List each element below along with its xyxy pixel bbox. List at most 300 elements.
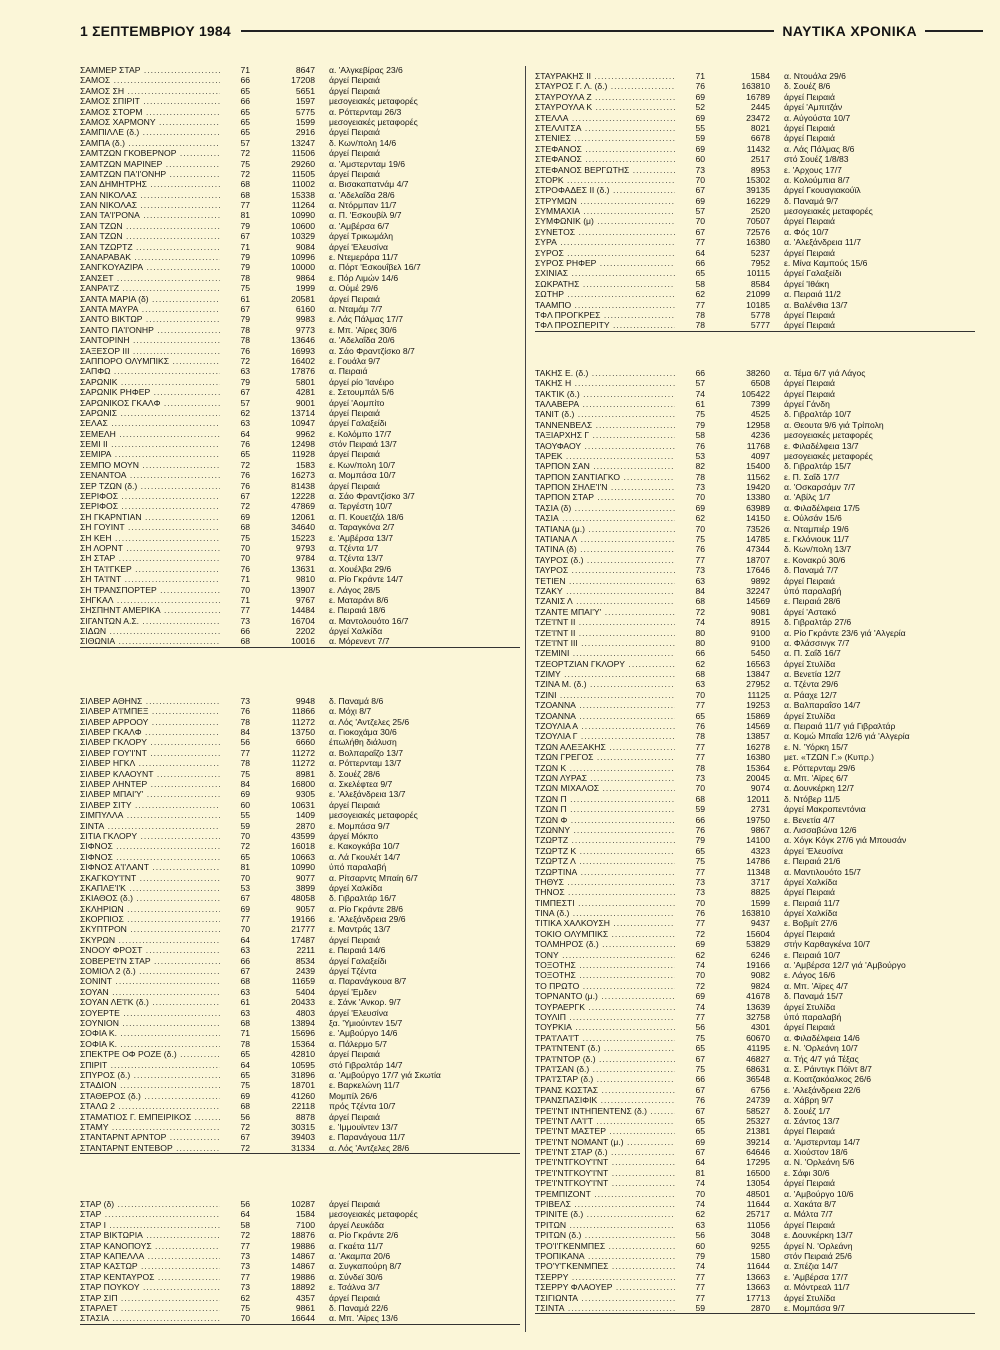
ship-name: ΤΑΛΑΒΕΡΑ .....	[535, 399, 675, 409]
build-year: 71	[240, 241, 250, 252]
ship-row	[535, 1199, 975, 1209]
ship-row	[80, 737, 520, 747]
build-year: 73	[240, 1282, 250, 1293]
ship-position: α. Δουνκέρκη 12/7	[784, 783, 854, 794]
ship-name: ΣΑΜΟΣ .....	[80, 75, 220, 85]
build-year: 59	[695, 133, 705, 144]
build-year: 65	[695, 1043, 705, 1054]
tonnage: 5237	[750, 247, 770, 258]
ship-name: ΤΑΚΤΙΚ (δ.) .....	[535, 389, 675, 399]
ship-name: ΣΤΕΦΑΝΟΣ .....	[535, 144, 675, 154]
ship-row	[535, 1230, 975, 1240]
ship-position: άργεί 'Ελευσίνα	[784, 845, 843, 856]
ship-position: α. Φιλαδέλφεια 17/5	[784, 502, 860, 513]
build-year: 66	[695, 814, 705, 825]
ship-position: ε. Πειραιά 11/7	[784, 897, 840, 908]
ship-position: α. Ρίο Γκράντε 14/7	[329, 574, 404, 585]
build-year: 58	[695, 278, 705, 289]
ship-name: ΣΑΡΩΝΙΚΟΣ ΓΚΑΛΦ .....	[80, 398, 220, 408]
ship-name: ΤΖΩΝ Π .....	[535, 794, 675, 804]
build-year: 63	[695, 679, 705, 690]
ship-name: ΣΗ ΓΟΥΙΝΤ .....	[80, 522, 220, 532]
ship-name: ΤΣΙΓΙΩΝΤΑ .....	[535, 1293, 675, 1303]
build-year: 72	[240, 148, 250, 159]
tonnage: 9867	[750, 824, 770, 835]
build-year: 65	[240, 106, 250, 117]
ship-name: ΤΖΩΝ ΑΛΕΞΑΚΗΣ .....	[535, 742, 675, 752]
tonnage: 3717	[750, 876, 770, 887]
tonnage: 58527	[746, 1105, 770, 1116]
ship-row	[80, 65, 520, 75]
ship-name: ΤΑΚΗΣ Ε. (δ.) .....	[535, 368, 675, 378]
tonnage: 11272	[291, 758, 315, 769]
ship-position: α. Λισσαβώνα 12/6	[784, 824, 857, 835]
tonnage: 9962	[295, 428, 315, 439]
build-year: 58	[240, 1219, 250, 1230]
build-year: 52	[695, 102, 705, 113]
ship-row	[80, 1070, 520, 1080]
ship-row	[535, 898, 975, 908]
ship-position: άργεί Στυλίδα	[784, 710, 836, 721]
tonnage: 64646	[746, 1147, 770, 1158]
ship-row	[80, 758, 520, 768]
tonnage: 12011	[746, 793, 770, 804]
ship-position: άργεί Πειραιά	[784, 928, 835, 939]
ship-name: ΣΕΝΑΝΤΟΑ .....	[80, 470, 220, 480]
tonnage: 53829	[746, 939, 770, 950]
tonnage: 41260	[291, 1090, 315, 1101]
ship-row	[80, 356, 520, 366]
tonnage: 10016	[291, 636, 315, 647]
tonnage: 2916	[295, 127, 315, 138]
ship-row	[80, 460, 520, 470]
ship-position: ε. Μομπάσα 9/7	[329, 820, 390, 831]
ship-name: ΣΚΑΓΚΟΥ'Ι'ΝΤ .....	[80, 873, 220, 883]
tonnage: 10663	[291, 851, 315, 862]
ship-position: άργεί 'Ιθάκη	[784, 278, 830, 289]
tonnage: 9793	[295, 542, 315, 553]
ship-position: α. 'Αμβούργο 10/6	[784, 1188, 854, 1199]
ship-position: ε. Μίνα Καμπούς 15/6	[784, 258, 868, 269]
ship-row	[80, 831, 520, 841]
ship-name: ΣΥΜΦΩΝΙΚ (μ) .....	[535, 216, 675, 226]
ship-position: α. Π. Κουετζάλ 18/6	[329, 511, 404, 522]
ship-position: α. Χιούστον 18/6	[784, 1147, 848, 1158]
tonnage: 17876	[291, 366, 315, 377]
ship-position: έπωλήθη διάλυση	[329, 737, 397, 748]
tonnage: 7952	[750, 258, 770, 269]
ship-name: ΣΑΝΤΟΡΙΝΗ .....	[80, 335, 220, 345]
ship-position: άργεί 'Εμδεν	[329, 986, 377, 997]
ship-row	[80, 1112, 520, 1122]
tonnage: 19166	[291, 914, 315, 925]
tonnage: 14569	[746, 596, 770, 607]
ship-name: ΣΑΝ ΤΑ'Ι'ΡΟΝΑ .....	[80, 210, 220, 220]
ship-row	[535, 1085, 975, 1095]
ship-position: άργεί Πειραιά	[784, 216, 835, 227]
tonnage: 6756	[750, 1084, 770, 1095]
ship-row	[535, 248, 975, 258]
ship-row	[535, 596, 975, 606]
ship-position: α. Ρίτσαρντς Μπαίη 6/7	[329, 872, 418, 883]
build-year: 56	[240, 737, 250, 748]
build-year: 72	[695, 606, 705, 617]
ship-position: α. Ράαχε 12/7	[784, 689, 837, 700]
ship-position: α. Τεργέστη 10/7	[329, 501, 393, 512]
ship-row	[535, 887, 975, 897]
ship-position: άργεί ρίο 'Ιανέιρο	[329, 376, 394, 387]
ship-position: α. Σ. Ράιντιγκ Πόϊντ 8/7	[784, 1063, 872, 1074]
tonnage: 9767	[295, 594, 315, 605]
ship-position: α. Λός 'Αντζελες 25/6	[329, 716, 410, 727]
ship-name: ΤΖΕ'Ι'ΝΤ ΙΙ .....	[535, 617, 675, 627]
ship-row	[535, 133, 975, 143]
build-year: 68	[240, 636, 250, 647]
tonnage: 13631	[291, 563, 315, 574]
tonnage: 2439	[295, 966, 315, 977]
ship-row	[80, 748, 520, 758]
tonnage: 163810	[741, 81, 770, 92]
tonnage: 47869	[291, 501, 315, 512]
ship-row	[535, 92, 975, 102]
build-year: 66	[240, 626, 250, 637]
ship-row	[535, 918, 975, 928]
tonnage: 13054	[746, 1178, 770, 1189]
ship-position: α. Χακάτα 8/7	[784, 1199, 837, 1210]
ship-name: ΣΑΜΤΖΩΝ ΓΚΟΒΕΡΝΟΡ .....	[80, 148, 220, 158]
build-year: 56	[240, 1111, 250, 1122]
tonnage: 19750	[746, 814, 770, 825]
ship-position: α. Ντόρμπαν 11/7	[329, 200, 397, 211]
ship-row	[80, 429, 520, 439]
build-year: 62	[695, 1209, 705, 1220]
ship-position: α. Ρίο Γκράντε 2/6	[329, 1230, 399, 1241]
ship-name: ΤΡΕ'Ι'ΝΤ ΜΑΣΤΕΡ .....	[535, 1126, 675, 1136]
ship-name: ΤΡΕΜΠΙΖΟΝΤ .....	[535, 1189, 675, 1199]
ship-name: ΤΗΘΥΣ .....	[535, 877, 675, 887]
tonnage: 11272	[291, 747, 315, 758]
build-year: 67	[695, 1084, 705, 1095]
ship-position: α. 'Αλγκεβίρας 23/6	[329, 65, 403, 75]
ship-name: ΣΟΦΙΑ Κ. .....	[80, 1039, 220, 1049]
build-year: 74	[695, 1261, 705, 1272]
ship-row	[535, 1209, 975, 1219]
tonnage: 4525	[750, 409, 770, 420]
tonnage: 13714	[291, 407, 315, 418]
ship-name: ΤΡΕ'Ι'ΝΤ ΝΟΜΑΝΤ (μ.) .....	[535, 1137, 675, 1147]
ship-name: ΤΡΑ'Ι'ΝΤΟΡ (δ.) .....	[535, 1054, 675, 1064]
ship-row	[80, 1241, 520, 1251]
tonnage: 15400	[746, 461, 770, 472]
ship-name: ΣΗ ΛΟΡΝΤ .....	[80, 543, 220, 553]
tonnage: 9084	[295, 241, 315, 252]
ship-row	[535, 1064, 975, 1074]
tonnage: 9305	[295, 789, 315, 800]
tonnage: 11505	[291, 168, 315, 179]
ship-position: ε. Δουνκέρκη 13/7	[784, 1230, 853, 1241]
build-year: 56	[240, 1199, 250, 1210]
build-year: 76	[695, 1095, 705, 1106]
ship-row	[535, 856, 975, 866]
ship-list-section	[535, 368, 975, 1315]
ship-row	[535, 185, 975, 195]
ship-row	[535, 815, 975, 825]
ship-row	[535, 1220, 975, 1230]
tonnage: 34640	[291, 522, 315, 533]
tonnage: 2520	[750, 206, 770, 217]
ship-name: ΤΖΙΜΥ .....	[535, 669, 675, 679]
ship-name: ΣΙΛΒΕΡ ΓΚΛΟΡΥ .....	[80, 737, 220, 747]
ship-name: ΣΝΟΟΥ ΦΡΟΣΤ .....	[80, 945, 220, 955]
ship-name: ΤΡΕ'Ι'ΝΤ ΣΤΑΡ (δ.) .....	[535, 1147, 675, 1157]
ship-name: ΤΡΟΠΙΚΑΝΑ .....	[535, 1251, 675, 1261]
build-year: 78	[240, 758, 250, 769]
tonnage: 9100	[750, 637, 770, 648]
build-year: 76	[695, 544, 705, 555]
ship-name: ΣΙΛΒΕΡ ΗΓΚΛ .....	[80, 758, 220, 768]
tonnage: 11002	[291, 179, 315, 190]
ship-name: ΤΡΟ'Ι'ΓΚΕΝΜΠΕΣ .....	[535, 1241, 675, 1251]
ship-position: ε. Μπ. 'Αϊρες 30/6	[329, 324, 397, 335]
tonnage: 48501	[746, 1188, 770, 1199]
tonnage: 15869	[746, 710, 770, 721]
build-year: 77	[695, 700, 705, 711]
tonnage: 14484	[291, 605, 315, 616]
tonnage: 7100	[295, 1219, 315, 1230]
ship-name: ΤΑΤΙΑΝΑ (μ.) .....	[535, 524, 675, 534]
tonnage: 38260	[746, 367, 770, 378]
ship-name: ΤΙΝΑ (δ.) .....	[535, 908, 675, 918]
build-year: 62	[695, 513, 705, 524]
build-year: 67	[240, 966, 250, 977]
ship-row	[80, 862, 520, 872]
ship-position: α. 'Ακαμπα 20/6	[329, 1251, 391, 1262]
tonnage: 10631	[291, 799, 315, 810]
ship-name: ΣΑΠΠΟΡΟ ΟΛΥΜΠΙΚΣ .....	[80, 356, 220, 366]
build-year: 70	[695, 492, 705, 503]
ship-position: άργεί 'Αστακό	[784, 606, 837, 617]
ship-name: ΤΙΤΙΚΑ ΧΑΛΚΟΥΣΗ .....	[535, 918, 675, 928]
build-year: 59	[695, 804, 705, 815]
ship-position: α. Χόγκ Κόγκ 27/6 γιά Μπουσάν	[784, 835, 907, 846]
ship-position: α. Κομώ Μπαΐα 12/6 γιά 'Αλγερία	[784, 731, 910, 742]
tonnage: 2211	[296, 945, 315, 956]
ship-name: ΣΑΝ ΝΙΚΟΛΑΣ .....	[80, 200, 220, 210]
ship-name: ΤΖΙΝΙ .....	[535, 690, 675, 700]
ship-name: ΤΖΑΝΤΕ ΜΠΑΙ'Υ' .....	[535, 607, 675, 617]
ship-name: ΤΑΡΠΟΝ ΣΗΛΕ'Ι'Ν .....	[535, 482, 675, 492]
ship-row	[535, 196, 975, 206]
ship-position: ε. Τσάλνα 3/7	[329, 1282, 380, 1293]
ship-row	[80, 408, 520, 418]
ship-position: ε. Βοβμίτ 27/6	[784, 918, 838, 929]
ship-position: α. Τέμα 6/7 γιά Λάγος	[784, 367, 866, 378]
ship-position: δ. Παναμά 22/6	[329, 1302, 389, 1313]
build-year: 67	[240, 303, 250, 314]
tonnage: 32758	[746, 1011, 770, 1022]
ship-row	[80, 501, 520, 511]
ship-position: ξα. 'Υμιούιντεν 15/7	[329, 1017, 403, 1028]
ship-row	[535, 1137, 975, 1147]
tonnage: 5778	[750, 309, 770, 320]
ship-row	[80, 522, 520, 532]
build-year: 53	[240, 882, 250, 893]
ship-name: ΣΑΜΟΣ ΣΗ .....	[80, 86, 220, 96]
ship-row	[535, 669, 975, 679]
build-year: 71	[240, 65, 250, 75]
tonnage: 31334	[291, 1142, 315, 1153]
build-year: 75	[240, 158, 250, 169]
build-year: 67	[240, 231, 250, 242]
build-year: 77	[695, 1011, 705, 1022]
tonnage: 10595	[291, 1059, 315, 1070]
ship-position: άργεί 'Αμπιτζάν	[784, 102, 843, 113]
ship-name: ΣΩΚΡΑΤΗΣ .....	[535, 279, 675, 289]
ship-row	[80, 377, 520, 387]
build-year: 70	[695, 174, 705, 185]
build-year: 75	[695, 534, 705, 545]
tonnage: 10185	[746, 299, 770, 310]
ship-position: α. Σπέζια 14/7	[784, 1261, 839, 1272]
ship-name: ΤΡΑΝΣ ΚΩΣΤΑΣ .....	[535, 1085, 675, 1095]
tonnage: 14150	[746, 513, 770, 524]
ship-name: ΣΑΜΟΣ ΧΑΡΜΟΝΥ .....	[80, 117, 220, 127]
ship-row	[80, 179, 520, 189]
ship-name: ΣΙΔΩΝ .....	[80, 626, 220, 636]
ship-row	[80, 96, 520, 106]
ship-position: α. Βαλένθια 13/7	[784, 299, 848, 310]
ship-position: α. Π. 'Εσκουβίλ 9/7	[329, 210, 402, 221]
ship-name: ΤΣΕΡΡΥ ΦΛΑΟΥΕΡ .....	[535, 1282, 675, 1292]
ship-position: α. Γκαέτα 11/7	[329, 1240, 384, 1251]
tonnage: 31896	[291, 1069, 315, 1080]
tonnage: 18707	[746, 554, 770, 565]
ship-position: μετ. «ΤΖΩΝ Γ.» (Κυπρ.)	[784, 752, 874, 763]
build-year: 73	[695, 773, 705, 783]
ship-position: ε. Μομπάσα 9/7	[784, 1302, 845, 1313]
ship-position: άργεί Πειραιά	[329, 1199, 380, 1210]
ship-name: ΣΑΜΠΑ (δ.) .....	[80, 138, 220, 148]
ship-row	[80, 252, 520, 262]
tonnage: 4301	[750, 1022, 770, 1033]
ship-row	[80, 810, 520, 820]
tonnage: 8981	[295, 768, 315, 779]
ship-name: ΤΖΕ'Ι'ΝΤ ΙΙ .....	[535, 628, 675, 638]
ship-row	[80, 1303, 520, 1313]
build-year: 65	[240, 449, 250, 460]
ship-position: δ. Γιβραλτάρ 10/7	[784, 409, 852, 420]
ship-row	[80, 512, 520, 522]
tonnage: 17713	[746, 1292, 770, 1303]
ship-position: α. Πόρτ 'Εσκουΐβελ 16/7	[329, 262, 421, 273]
ship-position: ε. 'Αλεξάνδρεια 22/6	[784, 1084, 861, 1095]
ship-name: ΣΕΜΕΛΗ .....	[80, 429, 220, 439]
ship-position: α. Λά Γκουλέτ 14/7	[329, 851, 401, 862]
ship-name: ΣΑΠΦΩ .....	[80, 366, 220, 376]
ship-row	[535, 268, 975, 278]
build-year: 84	[240, 727, 250, 738]
ship-row	[535, 503, 975, 513]
tonnage: 11125	[747, 689, 770, 700]
build-year: 72	[240, 1142, 250, 1153]
ship-name: ΣΟΥΑΝ .....	[80, 987, 220, 997]
ship-row	[80, 1220, 520, 1230]
tonnage: 105422	[741, 388, 770, 399]
ship-name: ΣΤΑΘΕΡΟΣ (δ.) .....	[80, 1091, 220, 1101]
page-header	[80, 20, 983, 42]
build-year: 67	[695, 1147, 705, 1158]
ship-position: άργεί Πειραιά	[329, 85, 380, 96]
ship-position: μεσογειακές μεταφορές	[784, 450, 873, 461]
ship-name: ΣΤΑΛΩ 2 .....	[80, 1101, 220, 1111]
build-year: 76	[240, 480, 250, 491]
ship-name: ΣΙΦΝΟΣ .....	[80, 852, 220, 862]
ship-position: άργεί Στυλίδα	[784, 1292, 836, 1303]
ship-row	[535, 258, 975, 268]
tonnage: 9077	[295, 872, 315, 883]
ship-position: άργεί Χαλκίδα	[784, 876, 838, 887]
build-year: 78	[695, 731, 705, 742]
ship-name: ΣΙΜΠΥΛΛΑ .....	[80, 810, 220, 820]
build-year: 66	[240, 955, 250, 966]
ship-row	[535, 389, 975, 399]
build-year: 77	[240, 747, 250, 758]
ship-position: α. Παρανάγκουα 8/7	[329, 976, 407, 987]
ship-name: ΣΤΑΡ ΚΕΝΤΑΥΡΟΣ .....	[80, 1272, 220, 1282]
ship-name: ΣΚΥΡΩΝ .....	[80, 935, 220, 945]
ship-position: μεσογειακές μεταφορές	[784, 206, 873, 217]
tonnage: 5777	[750, 320, 770, 331]
build-year: 67	[240, 387, 250, 398]
tonnage: 20433	[291, 997, 315, 1008]
build-year: 72	[240, 459, 250, 470]
tonnage: 10287	[291, 1199, 315, 1210]
build-year: 69	[695, 939, 705, 950]
build-year: 70	[240, 553, 250, 564]
ship-name: ΣΙΝΤΑ .....	[80, 821, 220, 831]
ship-name: ΣΤΡΥΜΩΝ .....	[535, 196, 675, 206]
build-year: 76	[240, 563, 250, 574]
build-year: 74	[695, 960, 705, 971]
ship-row	[80, 273, 520, 283]
ship-position: άργεί Πειραιά	[329, 1292, 380, 1303]
ship-row	[535, 555, 975, 565]
build-year: 66	[695, 1074, 705, 1085]
ship-name: ΤΑΚΗΣ Η .....	[535, 378, 675, 388]
build-year: 72	[240, 168, 250, 179]
ship-name: ΤΡΙΤΩΝ .....	[535, 1220, 675, 1230]
build-year: 62	[695, 949, 705, 960]
ship-position: α. Σκελέφτεα 9/7	[329, 779, 393, 789]
build-year: 78	[240, 716, 250, 727]
build-year: 65	[695, 845, 705, 856]
ship-row	[80, 169, 520, 179]
tonnage: 16500	[746, 1167, 770, 1178]
ship-name: ΣΤΑΥΡΟΣ Γ. Λ. (δ.) .....	[535, 81, 675, 91]
ship-position: άργεί Πειραιά	[329, 1111, 380, 1122]
ship-name: ΣΚΙΑΘΟΣ (δ.) .....	[80, 893, 220, 903]
tonnage: 16273	[291, 470, 315, 481]
ship-row	[535, 1147, 975, 1157]
ship-row	[535, 939, 975, 949]
ship-row	[80, 997, 520, 1007]
build-year: 67	[240, 893, 250, 904]
tonnage: 9824	[750, 980, 770, 991]
build-year: 76	[240, 470, 250, 481]
ship-name: ΤΦΛ ΠΡΟΣΠΕΡΙΤΥ .....	[535, 320, 675, 330]
ship-row	[80, 294, 520, 304]
ship-row	[535, 1012, 975, 1022]
